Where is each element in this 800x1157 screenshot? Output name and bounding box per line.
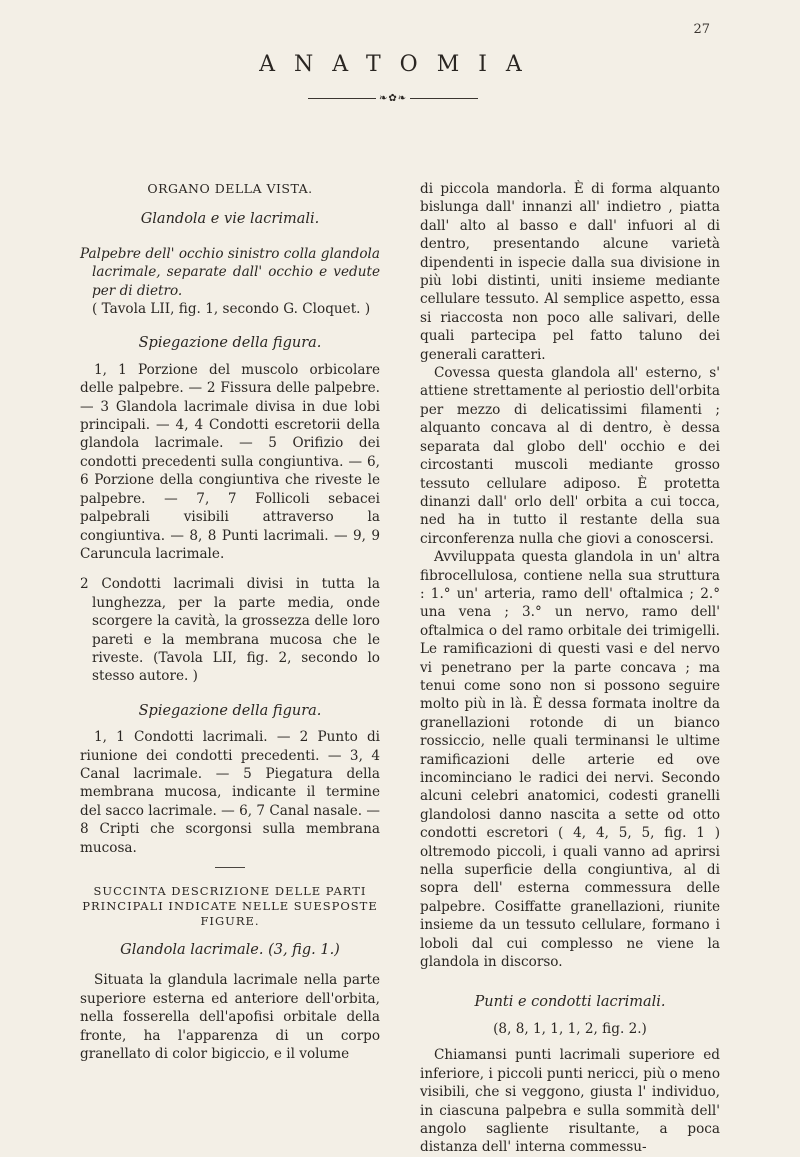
punti-section-title: Punti e condotti lacrimali. <box>474 994 666 1011</box>
figure-2-title: 2 Condotti lacrimali divisi in tutta la lunghezza, per la parte media, onde scorgere la cavità, la grossezza delle loro pareti e la membrana mucosa che le riveste. (Tavola LII, fig. 2, secondo lo stesso autore. ) <box>80 576 380 685</box>
figure-1-explanation-heading: Spiegazione della figura. <box>138 335 322 352</box>
glandola-section-title: Glandola lacrimale. (3, fig. 1.) <box>120 942 340 958</box>
figure-2-explanation-heading: Spiegazione della figura. <box>138 702 322 719</box>
glandola-paragraph: Situata la glandula lacrimale nella parte superiore esterna ed anteriore dell'orbita, nella fosserella dell'apofisi orbitale della fronte, ha l'apparenza di un corpo granellato di color bigiccio, e il volume <box>80 972 380 1063</box>
left-column <box>80 180 380 1063</box>
ornament-rule-left <box>308 98 376 99</box>
figure-1-title: Palpebre dell' occhio sinistro colla glandola lacrimale, separate dall' occhio e vedute per di dietro. <box>80 245 380 299</box>
figure-1-reference: ( Tavola LII, fig. 1, secondo G. Cloquet. ) <box>92 301 371 318</box>
page-number: 27 <box>693 22 710 37</box>
summary-heading: SUCCINTA DESCRIZIONE DELLE PARTI PRINCIPALI INDICATE NELLE SUESPOSTE FIGURE. <box>82 884 378 928</box>
ornament-flourish-icon: ❧✿❧ <box>378 92 408 104</box>
figure-1-legend: 1, 1 Porzione del muscolo orbicolare delle palpebre. — 2 Fissura delle palpebre. — 3 Glandola lacrimale divisa in due lobi principali. — 4, 4 Condotti escretorii della glandola lacrimale. — 5 Orifizio dei condotti precedenti sulla congiuntiva. — 6, 6 Porzione della congiuntiva che riveste le palpebre. — 7, 7 Follicoli sebacei palpebrali visibili attraverso la congiuntiva. — 8, 8 Punti lacrimali. — 9, 9 Caruncula lacrimale. <box>80 361 380 562</box>
paragraph-2: Covessa questa glandola all' esterno, s' attiene strettamente al periostio dell'orbita per mezzo di delicatissimi filamenti ; alquanto concava al di dentro, è dessa separata dal globo dell' occhio e dei circostanti muscoli mediante grosso tessuto cellulare adiposo. È protetta dinanzi dall' orlo dell' orbita a cui tocca, ned ha in tutto il restante della sua circonferenza nulla che giovi a conoscersi. <box>420 365 720 547</box>
section-heading: ORGANO DELLA VISTA. <box>147 181 313 196</box>
running-head: ANATOMIA <box>259 52 541 77</box>
decorative-ornament <box>308 90 478 106</box>
punti-section-reference: (8, 8, 1, 1, 1, 2, fig. 2.) <box>493 1020 647 1037</box>
paragraph-1: di piccola mandorla. È di forma alquanto bislunga dall' innanzi all' indietro , piatta dall' alto al basso e dall' infuori al di dentro, presentando alcune varietà dipendenti in ispecie dalla sua divisione in più lobi distinti, uniti insieme mediante cellulare tessuto. Al semplice aspetto, essa si riaccosta non poco alle salivari, delle quali partecipa pel fatto taluno dei generali caratteri. <box>420 181 720 363</box>
paragraph-3: Avviluppata questa glandola in un' altra fibrocellulosa, contiene nella sua struttura : 1.° un' arteria, ramo dell' oftalmica ; 2.° una vena ; 3.° un nervo, ramo dell' oftalmica o del ramo orbitale dei trimigelli. Le ramificazioni di questi vasi e del nervo vi penetrano per la parte concava ; ma tenui come sono non si possono seguire molto più in là. È dessa formata inoltre da granellazioni rotonde di un bianco rossiccio, nelle quali terminansi le ultime ramificazioni delle arterie ed ove incominciano le radici dei nervi. Secondo alcuni celebri anatomici, codesti granelli glandolosi danno nascita a sette od otto condotti escretori ( 4, 4, 5, 5, fig. 1 ) oltremodo piccoli, i quali vanno ad aprirsi nella superficie della congiuntiva, al di sopra dell' esterna commessura delle palpebre. Cosiffatte granellazioni, riunite insieme da un tessuto cellulare, formano i loboli dal cui complesso ne viene la glandola in discorso. <box>420 549 720 971</box>
subheading: Glandola e vie lacrimali. <box>140 211 320 228</box>
section-divider <box>215 867 245 868</box>
paragraph-4: Chiamansi punti lacrimali superiore ed inferiore, i piccoli punti nericci, più o meno visibili, che si veggono, giusta l' individuo, in ciascuna palpebra e sulla sommità dell' angolo sagliente risultante, a poca distanza dell' interna commessu- <box>420 1047 720 1156</box>
ornament-rule-right <box>410 98 478 99</box>
figure-2-legend: 1, 1 Condotti lacrimali. — 2 Punto di riunione dei condotti precedenti. — 3, 4 Canal lacrimale. — 5 Piegatura della membrana mucosa, indicante il termine del sacco lacrimale. — 6, 7 Canal nasale. — 8 Cripti che scorgonsi sulla membrana mucosa. <box>80 729 380 856</box>
right-column <box>420 180 720 1157</box>
